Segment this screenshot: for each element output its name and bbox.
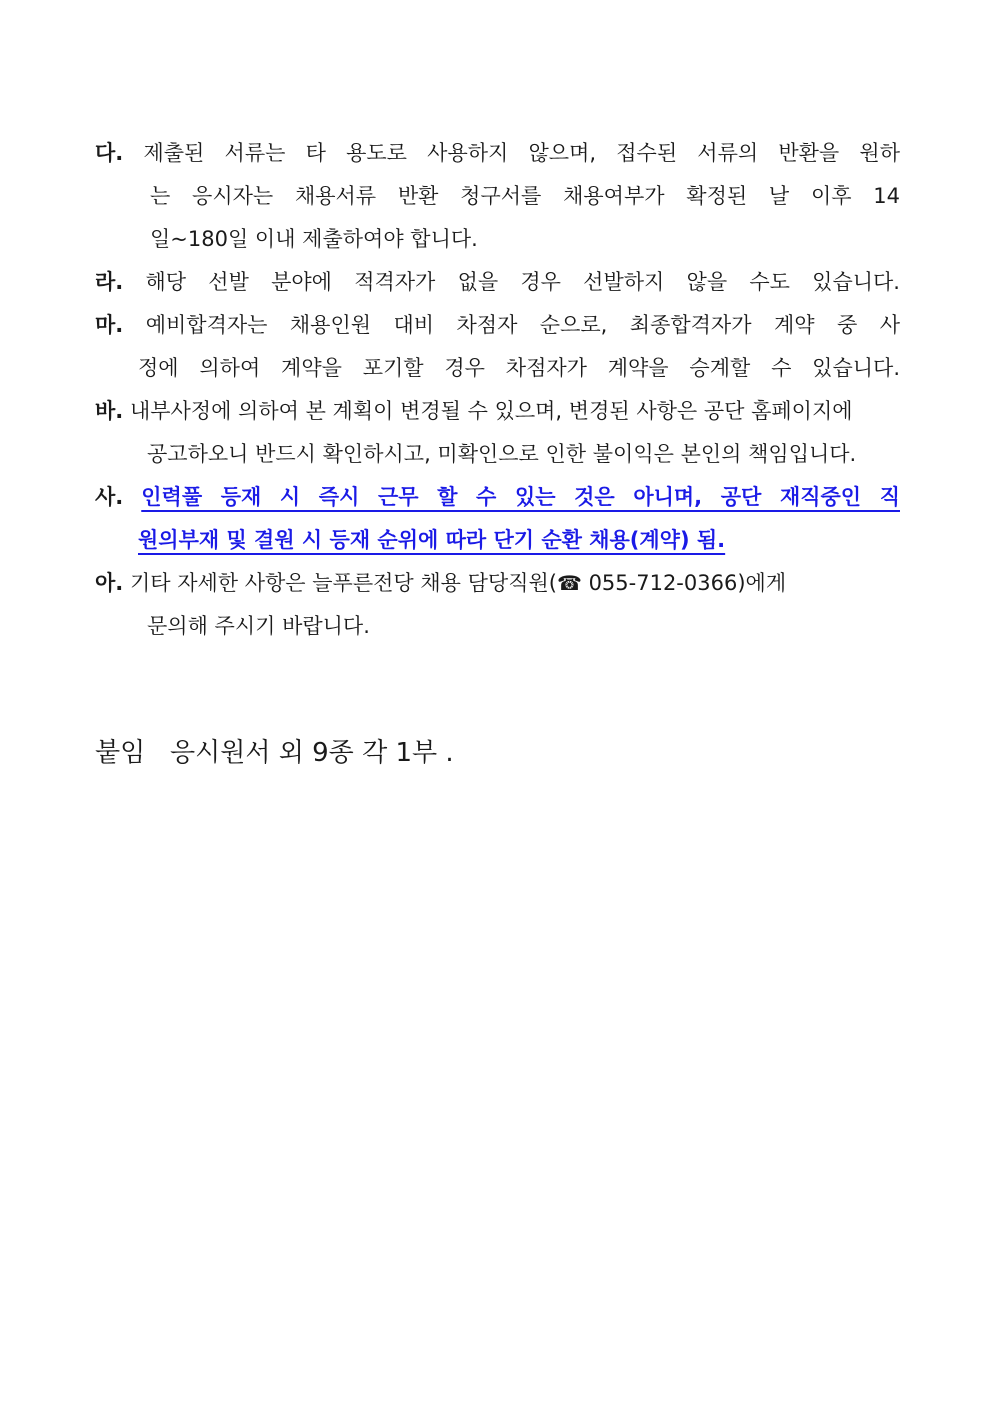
item-text-line: 예비합격자는 채용인원 대비 차점자 순으로, 최종합격자가 계약 중 사 — [145, 313, 900, 337]
contact-text-suffix: )에게 — [737, 571, 787, 595]
notice-item-ra — [95, 261, 900, 304]
attachment-label: 붙임 — [95, 738, 146, 768]
item-text-line: 문의해 주시기 바랍니다. — [147, 614, 370, 638]
notice-item-a — [95, 562, 900, 648]
item-text-line: 는 응시자는 채용서류 반환 청구서를 채용여부가 확정된 날 이후 14 — [150, 184, 900, 208]
item-text-line: 정에 의하여 계약을 포기할 경우 차점자가 계약을 승계할 수 있습니다. — [138, 356, 900, 380]
attachment-note — [95, 733, 454, 773]
item-text-line: 내부사정에 의하여 본 계획이 변경될 수 있으며, 변경된 사항은 공단 홈페이지에 — [129, 399, 853, 423]
item-marker: 마. — [95, 313, 124, 337]
item-text-line: 일~180일 이내 제출하여야 합니다. — [150, 227, 478, 251]
item-marker: 사. — [95, 485, 124, 509]
highlighted-text-line: 원의부재 및 결원 시 등재 순위에 따라 단기 순환 채용(계약) 됨. — [138, 528, 726, 552]
notice-item-da — [95, 132, 900, 261]
notice-item-ba — [95, 390, 900, 476]
contact-text-prefix: 기타 자세한 사항은 늘푸른전당 채용 담당직원( — [129, 571, 557, 595]
item-text-line: 공고하오니 반드시 확인하시고, 미확인으로 인한 불이익은 본인의 책임입니다. — [147, 442, 857, 466]
contact-phone-number: 055-712-0366 — [581, 571, 738, 595]
attachment-text: 응시원서 외 9종 각 1부 . — [170, 738, 454, 768]
item-marker: 바. — [95, 399, 124, 423]
item-text-line: 제출된 서류는 타 용도로 사용하지 않으며, 접수된 서류의 반환을 원하 — [143, 141, 900, 165]
item-marker: 라. — [95, 270, 124, 294]
item-marker: 다. — [95, 141, 124, 165]
notice-item-ma — [95, 304, 900, 390]
item-text-line: 해당 선발 분야에 적격자가 없을 경우 선발하지 않을 수도 있습니다. — [145, 270, 900, 294]
highlighted-text-line: 인력풀 등재 시 즉시 근무 할 수 있는 것은 아니며, 공단 재직중인 직 — [141, 485, 900, 509]
notice-item-sa — [95, 476, 900, 562]
item-marker: 아. — [95, 571, 124, 595]
telephone-icon: ☎ — [556, 571, 582, 595]
